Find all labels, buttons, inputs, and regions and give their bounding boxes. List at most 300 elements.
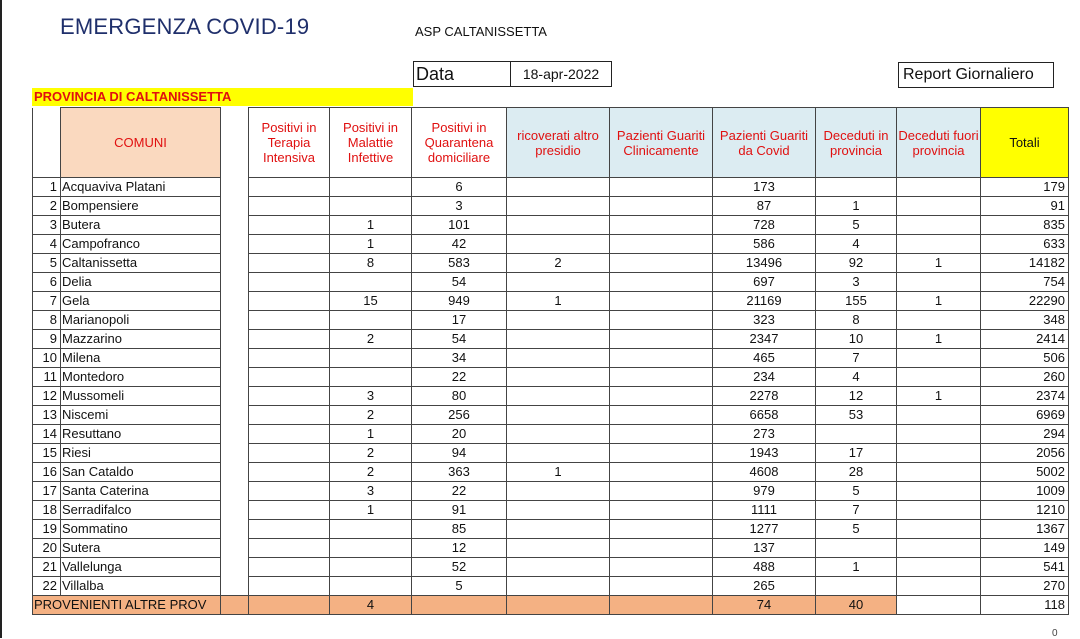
cell-row-number: 22 [33, 577, 61, 596]
cell-malattie-infettive: 15 [330, 292, 412, 311]
cell-deceduti-provincia: 8 [816, 311, 897, 330]
asp-label: ASP CALTANISSETTA [415, 24, 547, 39]
cell-totali: 2374 [981, 387, 1069, 406]
table-row [33, 520, 1069, 539]
cell-deceduti-provincia: 53 [816, 406, 897, 425]
cell-spacer [221, 368, 249, 387]
cell-guariti-clinicamente [610, 235, 713, 254]
cell-comune: Vallelunga [61, 558, 221, 577]
cell-spacer [221, 596, 249, 615]
cell-terapia-intensiva [249, 501, 330, 520]
cell-row-number: 20 [33, 539, 61, 558]
cell-malattie-infettive [330, 349, 412, 368]
table-row [33, 425, 1069, 444]
header-deceduti-provincia: Deceduti in provincia [816, 108, 897, 178]
cell-deceduti-fuori [897, 349, 981, 368]
cell-comune: Riesi [61, 444, 221, 463]
cell-deceduti-provincia: 1 [816, 197, 897, 216]
cell-ricoverati [507, 330, 610, 349]
header-totali: Totali [981, 108, 1069, 178]
cell-spacer [221, 406, 249, 425]
cell-guariti-covid: 465 [713, 349, 816, 368]
cell-deceduti-fuori: 1 [897, 387, 981, 406]
table-row [33, 368, 1069, 387]
cell-guariti-clinicamente [610, 463, 713, 482]
cell-guariti-covid: 697 [713, 273, 816, 292]
cell-spacer [221, 539, 249, 558]
cell-comune: Santa Caterina [61, 482, 221, 501]
cell-quarantena: 5 [412, 577, 507, 596]
cell-guariti-clinicamente [610, 406, 713, 425]
cell-ricoverati [507, 387, 610, 406]
cell-spacer [221, 482, 249, 501]
date-label: Data [413, 61, 513, 87]
cell-guariti-covid: 234 [713, 368, 816, 387]
cell-spacer [221, 216, 249, 235]
cell-guariti-covid: 137 [713, 539, 816, 558]
cell-guariti-clinicamente [610, 197, 713, 216]
cell-terapia-intensiva [249, 330, 330, 349]
cell-ricoverati [507, 235, 610, 254]
cell-deceduti-fuori [897, 406, 981, 425]
cell-malattie-infettive: 4 [330, 596, 412, 615]
cell-malattie-infettive [330, 197, 412, 216]
cell-deceduti-fuori [897, 273, 981, 292]
cell-spacer [221, 292, 249, 311]
provincia-banner: PROVINCIA DI CALTANISSETTA [32, 88, 413, 106]
cell-guariti-clinicamente [610, 368, 713, 387]
cell-quarantena: 17 [412, 311, 507, 330]
cell-deceduti-provincia: 28 [816, 463, 897, 482]
cell-comune: Acquaviva Platani [61, 178, 221, 197]
cell-quarantena: 54 [412, 330, 507, 349]
cell-deceduti-fuori [897, 444, 981, 463]
cell-comune: Mussomeli [61, 387, 221, 406]
cell-terapia-intensiva [249, 520, 330, 539]
cell-comune: Delia [61, 273, 221, 292]
cell-guariti-clinicamente [610, 311, 713, 330]
altre-prov-label: PROVENIENTI ALTRE PROV [33, 596, 221, 615]
cell-spacer [221, 349, 249, 368]
cell-row-number: 11 [33, 368, 61, 387]
cell-deceduti-fuori: 1 [897, 330, 981, 349]
table-row [33, 482, 1069, 501]
cell-deceduti-provincia [816, 178, 897, 197]
cell-guariti-clinicamente [610, 273, 713, 292]
cell-comune: Villalba [61, 577, 221, 596]
cell-row-number: 21 [33, 558, 61, 577]
cell-terapia-intensiva [249, 577, 330, 596]
cell-spacer [221, 463, 249, 482]
cell-terapia-intensiva [249, 273, 330, 292]
cell-spacer [221, 577, 249, 596]
cell-row-number: 16 [33, 463, 61, 482]
cell-row-number: 8 [33, 311, 61, 330]
header-number-cell [33, 108, 61, 178]
cell-terapia-intensiva [249, 444, 330, 463]
header-comuni: COMUNI [61, 108, 221, 178]
table-row [33, 197, 1069, 216]
cell-malattie-infettive [330, 577, 412, 596]
cell-deceduti-fuori [897, 311, 981, 330]
cell-ricoverati [507, 197, 610, 216]
cell-quarantena: 85 [412, 520, 507, 539]
cell-ricoverati [507, 520, 610, 539]
cell-spacer [221, 273, 249, 292]
cell-malattie-infettive: 8 [330, 254, 412, 273]
header-deceduti-fuori: Deceduti fuori provincia [897, 108, 981, 178]
cell-guariti-covid: 2347 [713, 330, 816, 349]
cell-spacer [221, 197, 249, 216]
cell-quarantena: 20 [412, 425, 507, 444]
cell-deceduti-fuori [897, 178, 981, 197]
cell-row-number: 6 [33, 273, 61, 292]
table-row [33, 463, 1069, 482]
cell-terapia-intensiva [249, 368, 330, 387]
cell-spacer [221, 558, 249, 577]
page-title: EMERGENZA COVID-19 [60, 14, 310, 39]
table-row [33, 216, 1069, 235]
cell-guariti-clinicamente [610, 482, 713, 501]
cell-guariti-covid: 728 [713, 216, 816, 235]
cell-quarantena: 80 [412, 387, 507, 406]
cell-spacer [221, 311, 249, 330]
cell-totali: 294 [981, 425, 1069, 444]
cell-deceduti-fuori [897, 425, 981, 444]
cell-comune: Marianopoli [61, 311, 221, 330]
cell-ricoverati: 1 [507, 463, 610, 482]
cell-guariti-covid: 1943 [713, 444, 816, 463]
cell-malattie-infettive: 1 [330, 501, 412, 520]
cell-malattie-infettive: 2 [330, 406, 412, 425]
cell-spacer [221, 254, 249, 273]
cell-ricoverati [507, 425, 610, 444]
cell-malattie-infettive [330, 178, 412, 197]
cell-row-number: 1 [33, 178, 61, 197]
cell-totali: 541 [981, 558, 1069, 577]
cell-totali: 2414 [981, 330, 1069, 349]
cell-quarantena: 54 [412, 273, 507, 292]
cell-guariti-clinicamente [610, 520, 713, 539]
cell-row-number: 18 [33, 501, 61, 520]
cell-terapia-intensiva [249, 349, 330, 368]
cell-comune: Serradifalco [61, 501, 221, 520]
cell-row-number: 9 [33, 330, 61, 349]
cell-guariti-clinicamente [610, 501, 713, 520]
cell-comune: Resuttano [61, 425, 221, 444]
cell-deceduti-fuori [897, 368, 981, 387]
cell-ricoverati [507, 596, 610, 615]
cell-ricoverati: 1 [507, 292, 610, 311]
cell-quarantena: 91 [412, 501, 507, 520]
cell-quarantena: 256 [412, 406, 507, 425]
cell-malattie-infettive: 1 [330, 216, 412, 235]
cell-guariti-clinicamente [610, 387, 713, 406]
cell-malattie-infettive [330, 311, 412, 330]
cell-totali: 1367 [981, 520, 1069, 539]
cell-totali: 270 [981, 577, 1069, 596]
cell-deceduti-provincia [816, 539, 897, 558]
cell-terapia-intensiva [249, 463, 330, 482]
cell-quarantena: 42 [412, 235, 507, 254]
cell-guariti-covid: 173 [713, 178, 816, 197]
cell-totali: 22290 [981, 292, 1069, 311]
cell-ricoverati [507, 444, 610, 463]
cell-guariti-covid: 21169 [713, 292, 816, 311]
cell-totali: 14182 [981, 254, 1069, 273]
cell-quarantena: 6 [412, 178, 507, 197]
cell-comune: Campofranco [61, 235, 221, 254]
cell-malattie-infettive: 2 [330, 463, 412, 482]
cell-deceduti-provincia: 12 [816, 387, 897, 406]
cell-deceduti-fuori [897, 596, 981, 615]
cell-quarantena: 949 [412, 292, 507, 311]
table-row [33, 406, 1069, 425]
cell-ricoverati [507, 216, 610, 235]
cell-malattie-infettive [330, 539, 412, 558]
cell-row-number: 12 [33, 387, 61, 406]
cell-spacer [221, 387, 249, 406]
cell-spacer [221, 178, 249, 197]
table-row [33, 311, 1069, 330]
cell-terapia-intensiva [249, 482, 330, 501]
header-ricoverati: ricoverati altro presidio [507, 108, 610, 178]
cell-row-number: 15 [33, 444, 61, 463]
cell-totali: 118 [981, 596, 1069, 615]
cell-ricoverati [507, 482, 610, 501]
cell-deceduti-fuori [897, 539, 981, 558]
cell-spacer [221, 520, 249, 539]
cell-totali: 6969 [981, 406, 1069, 425]
cell-quarantena: 583 [412, 254, 507, 273]
cell-comune: Sutera [61, 539, 221, 558]
cell-deceduti-fuori: 1 [897, 254, 981, 273]
date-value: 18-apr-2022 [510, 61, 612, 87]
cell-terapia-intensiva [249, 311, 330, 330]
table-row [33, 558, 1069, 577]
cell-totali: 633 [981, 235, 1069, 254]
cell-deceduti-provincia: 5 [816, 216, 897, 235]
table-row [33, 577, 1069, 596]
header-quarantena: Positivi in Quarantena domiciliare [412, 108, 507, 178]
cell-malattie-infettive: 3 [330, 387, 412, 406]
cell-totali: 348 [981, 311, 1069, 330]
report-label: Report Giornaliero [898, 62, 1054, 88]
cell-quarantena: 94 [412, 444, 507, 463]
cell-ricoverati [507, 368, 610, 387]
cell-malattie-infettive: 1 [330, 235, 412, 254]
cell-row-number: 5 [33, 254, 61, 273]
table-row [33, 387, 1069, 406]
cell-deceduti-provincia: 1 [816, 558, 897, 577]
cell-deceduti-fuori [897, 501, 981, 520]
cell-ricoverati [507, 577, 610, 596]
cell-guariti-covid: 586 [713, 235, 816, 254]
table-row [33, 235, 1069, 254]
header-guariti-covid: Pazienti Guariti da Covid [713, 108, 816, 178]
cell-deceduti-provincia: 92 [816, 254, 897, 273]
cell-comune: Butera [61, 216, 221, 235]
cell-guariti-clinicamente [610, 216, 713, 235]
cell-terapia-intensiva [249, 292, 330, 311]
cell-deceduti-provincia [816, 577, 897, 596]
cell-row-number: 4 [33, 235, 61, 254]
cell-totali: 754 [981, 273, 1069, 292]
header-guariti-clinicamente: Pazienti Guariti Clinicamente [610, 108, 713, 178]
cell-terapia-intensiva [249, 425, 330, 444]
cell-deceduti-provincia: 10 [816, 330, 897, 349]
table-row [33, 254, 1069, 273]
cell-row-number: 14 [33, 425, 61, 444]
cell-deceduti-fuori: 1 [897, 292, 981, 311]
cell-deceduti-fuori [897, 235, 981, 254]
cell-totali: 835 [981, 216, 1069, 235]
cell-deceduti-fuori [897, 197, 981, 216]
cell-quarantena: 101 [412, 216, 507, 235]
cell-terapia-intensiva [249, 406, 330, 425]
cell-row-number: 17 [33, 482, 61, 501]
cell-row-number: 7 [33, 292, 61, 311]
table-row [33, 178, 1069, 197]
cell-terapia-intensiva [249, 235, 330, 254]
table-row [33, 539, 1069, 558]
cell-guariti-clinicamente [610, 349, 713, 368]
cell-terapia-intensiva [249, 539, 330, 558]
cell-guariti-covid: 979 [713, 482, 816, 501]
cell-quarantena: 12 [412, 539, 507, 558]
cell-ricoverati [507, 539, 610, 558]
header-terapia-intensiva: Positivi in Terapia Intensiva [249, 108, 330, 178]
cell-guariti-clinicamente [610, 596, 713, 615]
cell-guariti-clinicamente [610, 330, 713, 349]
table-row [33, 444, 1069, 463]
cell-comune: San Cataldo [61, 463, 221, 482]
cell-comune: Caltanissetta [61, 254, 221, 273]
table-row [33, 501, 1069, 520]
cell-spacer [221, 235, 249, 254]
cell-malattie-infettive: 2 [330, 330, 412, 349]
cell-row-number: 13 [33, 406, 61, 425]
cell-deceduti-fuori [897, 482, 981, 501]
cell-ricoverati [507, 349, 610, 368]
cell-guariti-covid: 74 [713, 596, 816, 615]
cell-comune: Bompensiere [61, 197, 221, 216]
cell-quarantena [412, 596, 507, 615]
cell-totali: 149 [981, 539, 1069, 558]
cell-deceduti-fuori [897, 520, 981, 539]
cell-malattie-infettive: 1 [330, 425, 412, 444]
cell-quarantena: 52 [412, 558, 507, 577]
cell-deceduti-fuori [897, 463, 981, 482]
cell-guariti-covid: 87 [713, 197, 816, 216]
header-malattie-infettive: Positivi in Malattie Infettive [330, 108, 412, 178]
cell-deceduti-provincia: 5 [816, 482, 897, 501]
header-spacer [221, 108, 249, 178]
cell-terapia-intensiva [249, 178, 330, 197]
cell-deceduti-provincia: 3 [816, 273, 897, 292]
cell-terapia-intensiva [249, 197, 330, 216]
cell-terapia-intensiva [249, 216, 330, 235]
cell-deceduti-provincia: 5 [816, 520, 897, 539]
cell-guariti-covid: 323 [713, 311, 816, 330]
header-row [33, 108, 1069, 178]
cell-guariti-clinicamente [610, 254, 713, 273]
table-row [33, 349, 1069, 368]
cell-malattie-infettive: 2 [330, 444, 412, 463]
cell-quarantena: 22 [412, 482, 507, 501]
cell-guariti-covid: 488 [713, 558, 816, 577]
cell-totali: 1210 [981, 501, 1069, 520]
cell-guariti-covid: 6658 [713, 406, 816, 425]
cell-guariti-covid: 273 [713, 425, 816, 444]
cell-terapia-intensiva [249, 387, 330, 406]
cell-deceduti-provincia: 7 [816, 349, 897, 368]
cell-deceduti-provincia: 155 [816, 292, 897, 311]
cell-row-number: 19 [33, 520, 61, 539]
cell-ricoverati: 2 [507, 254, 610, 273]
cell-deceduti-fuori [897, 577, 981, 596]
table-row [33, 273, 1069, 292]
cell-quarantena: 22 [412, 368, 507, 387]
cell-quarantena: 3 [412, 197, 507, 216]
cell-deceduti-provincia [816, 425, 897, 444]
table-row [33, 292, 1069, 311]
cell-malattie-infettive: 3 [330, 482, 412, 501]
cell-totali: 5002 [981, 463, 1069, 482]
cell-comune: Mazzarino [61, 330, 221, 349]
page-left-border [0, 0, 2, 638]
cell-malattie-infettive [330, 520, 412, 539]
cell-spacer [221, 501, 249, 520]
cell-terapia-intensiva [249, 558, 330, 577]
cell-comune: Sommatino [61, 520, 221, 539]
cell-ricoverati [507, 558, 610, 577]
cell-ricoverati [507, 311, 610, 330]
cell-ricoverati [507, 178, 610, 197]
footer-fragment: 0 [1052, 628, 1058, 639]
cell-row-number: 10 [33, 349, 61, 368]
cell-comune: Niscemi [61, 406, 221, 425]
cell-ricoverati [507, 501, 610, 520]
cell-ricoverati [507, 406, 610, 425]
covid-data-table [32, 107, 1069, 615]
cell-spacer [221, 330, 249, 349]
cell-guariti-clinicamente [610, 425, 713, 444]
cell-malattie-infettive [330, 273, 412, 292]
cell-terapia-intensiva [249, 254, 330, 273]
cell-deceduti-provincia: 4 [816, 235, 897, 254]
cell-guariti-clinicamente [610, 577, 713, 596]
cell-deceduti-fuori [897, 558, 981, 577]
cell-guariti-covid: 265 [713, 577, 816, 596]
cell-totali: 179 [981, 178, 1069, 197]
cell-malattie-infettive [330, 368, 412, 387]
cell-deceduti-fuori [897, 216, 981, 235]
cell-guariti-covid: 1277 [713, 520, 816, 539]
cell-deceduti-provincia: 17 [816, 444, 897, 463]
cell-totali: 260 [981, 368, 1069, 387]
cell-totali: 2056 [981, 444, 1069, 463]
cell-guariti-covid: 1111 [713, 501, 816, 520]
table-row [33, 330, 1069, 349]
cell-malattie-infettive [330, 558, 412, 577]
cell-deceduti-provincia: 7 [816, 501, 897, 520]
cell-ricoverati [507, 273, 610, 292]
table-row-altre-prov [33, 596, 1069, 615]
cell-guariti-clinicamente [610, 292, 713, 311]
cell-totali: 91 [981, 197, 1069, 216]
cell-guariti-clinicamente [610, 178, 713, 197]
